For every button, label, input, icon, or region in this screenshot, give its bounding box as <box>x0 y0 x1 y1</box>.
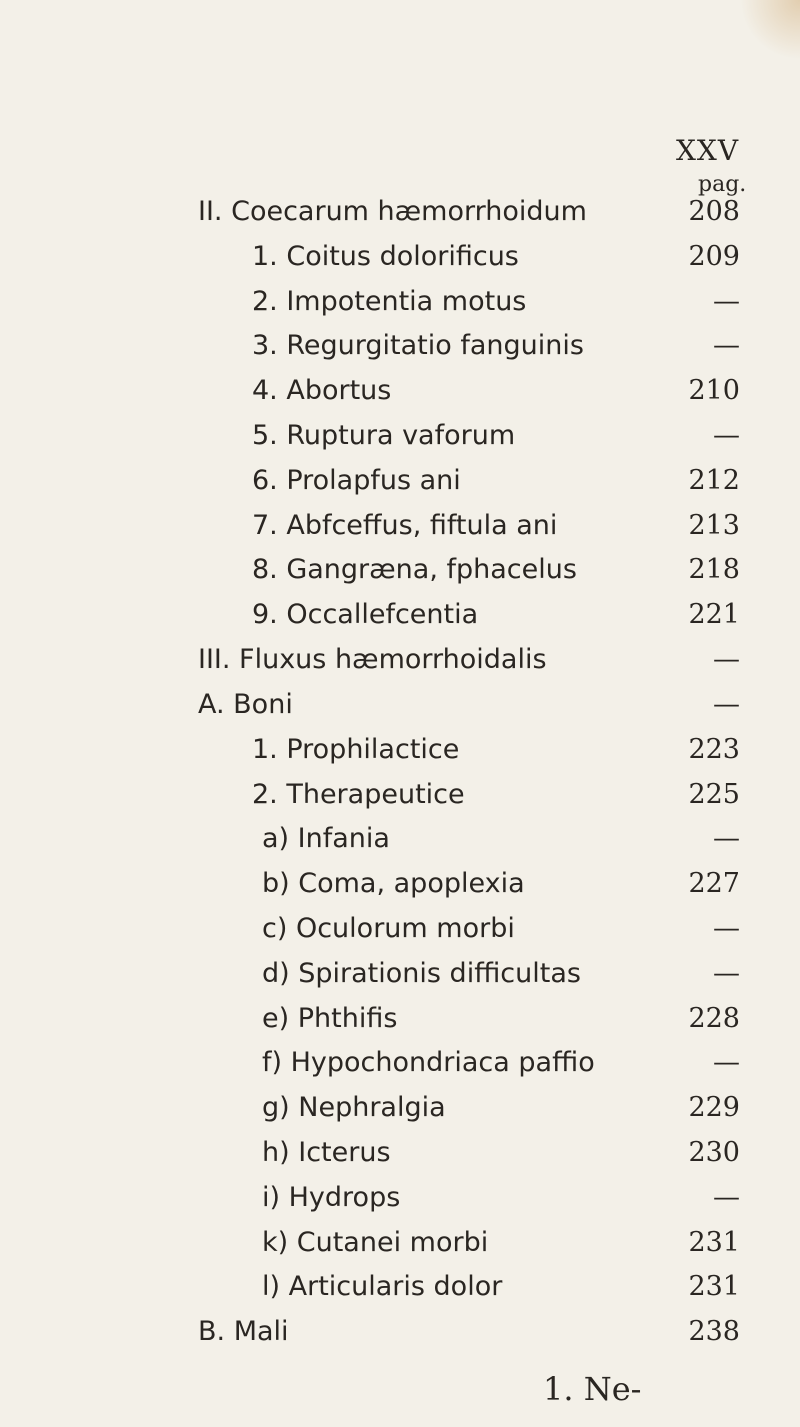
entry-page: — <box>713 1182 740 1213</box>
index-entry <box>0 907 800 951</box>
entry-page: 227 <box>688 868 740 899</box>
entry-page: 231 <box>688 1227 740 1258</box>
entry-page: 210 <box>688 375 740 406</box>
entry-text: 3. Regurgitatio fanguinis <box>252 330 584 361</box>
index-entry <box>0 952 800 996</box>
entry-page: — <box>713 913 740 944</box>
index-entry <box>0 817 800 861</box>
entry-text: a) Infania <box>262 823 390 854</box>
index-entry <box>0 638 800 682</box>
index-entry <box>0 1176 800 1220</box>
entry-text: B. Mali <box>198 1316 289 1347</box>
entry-page: 208 <box>688 196 740 227</box>
entry-text: i) Hydrops <box>262 1182 401 1213</box>
entry-page: — <box>713 420 740 451</box>
index-entry <box>0 683 800 727</box>
entry-text: 1. Coitus dolorificus <box>252 241 519 272</box>
entry-text: b) Coma, apoplexia <box>262 868 525 899</box>
entry-page: 238 <box>688 1316 740 1347</box>
entry-text: e) Phthifis <box>262 1003 398 1034</box>
entry-text: 2. Impotentia motus <box>252 286 527 317</box>
page-signature: XXV <box>676 134 740 167</box>
entry-text: II. Coecarum hæmorrhoidum <box>198 196 587 227</box>
entry-text: 2. Therapeutice <box>252 779 465 810</box>
index-entry <box>0 862 800 906</box>
page-stain <box>740 0 800 60</box>
index-entry <box>0 459 800 503</box>
index-entry <box>0 548 800 592</box>
entry-page: 228 <box>688 1003 740 1034</box>
entry-page: — <box>713 644 740 675</box>
entry-text: l) Articularis dolor <box>262 1271 503 1302</box>
index-entry <box>0 1086 800 1130</box>
index-entry <box>0 280 800 324</box>
entry-page: 229 <box>688 1092 740 1123</box>
entry-text: 6. Prolapfus ani <box>252 465 461 496</box>
entry-page: — <box>713 958 740 989</box>
catchword: 1. Ne- <box>543 1370 642 1408</box>
entry-page: 209 <box>688 241 740 272</box>
index-entry <box>0 190 800 234</box>
entry-page: — <box>713 689 740 720</box>
entry-text: k) Cutanei morbi <box>262 1227 489 1258</box>
index-entry <box>0 324 800 368</box>
entry-page: 212 <box>688 465 740 496</box>
index-entry <box>0 1310 800 1354</box>
index-entry <box>0 369 800 413</box>
entry-page: 230 <box>688 1137 740 1168</box>
entry-page: 223 <box>688 734 740 765</box>
entry-page: — <box>713 330 740 361</box>
entry-text: 5. Ruptura vaforum <box>252 420 516 451</box>
entry-page: 218 <box>688 554 740 585</box>
page-column-label: pag. <box>698 172 747 197</box>
index-entry <box>0 728 800 772</box>
index-entry <box>0 1221 800 1265</box>
entry-text: 9. Occallefcentia <box>252 599 479 630</box>
index-entry <box>0 504 800 548</box>
entry-text: 7. Abfceffus, fiftula ani <box>252 510 558 541</box>
entry-text: 4. Abortus <box>252 375 392 406</box>
index-entry <box>0 773 800 817</box>
index-entry <box>0 1131 800 1175</box>
index-entry <box>0 414 800 458</box>
entry-text: g) Nephralgia <box>262 1092 446 1123</box>
entry-page: 225 <box>688 779 740 810</box>
index-entry <box>0 997 800 1041</box>
entry-text: 8. Gangræna, fphacelus <box>252 554 577 585</box>
entry-page: — <box>713 823 740 854</box>
index-entry <box>0 235 800 279</box>
entry-text: c) Oculorum morbi <box>262 913 515 944</box>
index-entry <box>0 1041 800 1085</box>
entry-page: 213 <box>688 510 740 541</box>
entry-page: 231 <box>688 1271 740 1302</box>
entry-text: d) Spirationis difficultas <box>262 958 581 989</box>
entry-page: 221 <box>688 599 740 630</box>
index-entry <box>0 1265 800 1309</box>
entry-text: 1. Prophilactice <box>252 734 460 765</box>
entry-text: f) Hypochondriaca paffio <box>262 1047 595 1078</box>
index-entry <box>0 593 800 637</box>
entry-page: — <box>713 286 740 317</box>
entry-text: A. Boni <box>198 689 293 720</box>
entry-text: h) Icterus <box>262 1137 391 1168</box>
entry-text: III. Fluxus hæmorrhoidalis <box>198 644 547 675</box>
entry-page: — <box>713 1047 740 1078</box>
